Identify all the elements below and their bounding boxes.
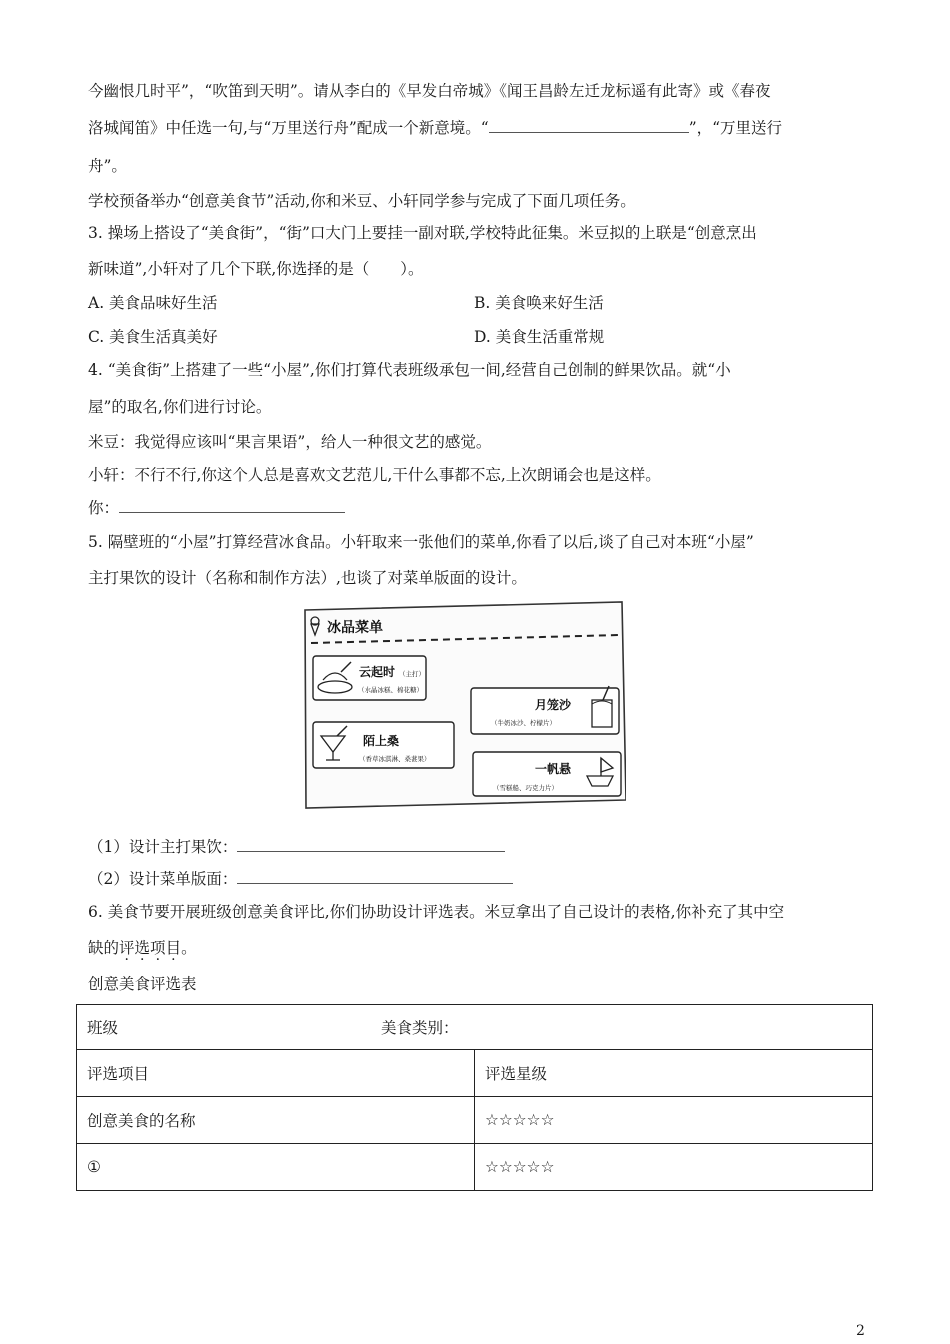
menu-item-name: 月笼沙 [535,698,572,712]
category-label: 美食类别： [380,1019,459,1037]
sub-question-2 [88,868,513,890]
sub-question-1 [88,836,505,858]
question-5-line-1: 5. 隔壁班的“小屋”打算经营冰食品。小轩取来一张他们的菜单,你看了以后,谈了自己对本班“小屋” [88,533,754,551]
emphasis-char: 目 [165,939,182,957]
you-line [88,497,345,519]
sub-question-1-label: （1）设计主打果饮： [88,838,238,856]
q6-text-post: 。 [181,939,197,957]
line-2-text-a: 洛城闻笛》中任选一句,与“万里送行舟”配成一个新意境。“ [88,119,489,137]
question-6-line-2 [88,937,197,959]
menu-item-desc: （雪糕船、巧克力片） [493,784,558,792]
intro-line: 学校预备举办“创意美食节”活动,你和米豆、小轩同学参与完成了下面几项任务。 [88,192,636,210]
emphasis-char: 选 [134,939,151,957]
you-answer-blank[interactable] [119,498,345,513]
line-2-text-b: ”，“万里送行 [688,119,783,137]
menu-title: 冰品菜单 [327,620,383,636]
line-1: 今幽恨几时平”，“吹笛到天明”。请从李白的《早发白帝城》《闻王昌龄左迁龙标遥有此寄》或《春夜 [88,82,771,100]
menu-item-yuelongsha [471,686,619,734]
line-2 [88,117,782,139]
option-c[interactable]: C. 美食生活真美好 [88,328,218,346]
emphasis-char: 项 [150,939,166,957]
table-row [77,1144,873,1191]
menu-item-yunqishi [313,656,426,700]
option-d[interactable]: D. 美食生活重常规 [474,328,605,346]
you-label: 你： [88,499,120,517]
drink-design-blank[interactable] [237,837,505,852]
poem-blank[interactable] [489,118,689,133]
menu-item-name: 云起时 [359,665,396,679]
question-5-line-2: 主打果饮的设计（名称和制作方法）,也谈了对菜单版面的设计。 [88,569,527,587]
column-header-item: 评选项目 [77,1050,475,1097]
evaluation-table [76,1004,873,1191]
menu-item-moshangsang [313,722,454,768]
option-a[interactable]: A. 美食品味好生活 [88,294,218,312]
menu-design-blank[interactable] [237,869,513,884]
emphasis-char: 评 [119,939,135,957]
menu-item-desc: （水晶冰糕、棉花糖） [358,686,423,694]
menu-item-tag: （主打） [399,670,425,678]
q6-text-pre: 缺的 [88,939,120,957]
table-row [77,1097,873,1144]
question-6-line-1: 6. 美食节要开展班级创意美食评比,你们协助设计评选表。米豆拿出了自己设计的表格,你补充了其中空 [88,903,785,921]
ice-menu-drawing [303,600,626,810]
sub-question-2-label: （2）设计菜单版面： [88,870,238,888]
question-4-line-2: 屋”的取名,你们进行讨论。 [88,398,272,416]
menu-item-desc: （香草冰淇淋、桑葚果） [359,755,431,763]
menu-item-name: 陌上桑 [363,734,400,748]
xiaoxuan-line: 小轩：不行不行,你这个人总是喜欢文艺范儿,干什么事都不忘,上次朗诵会也是这样。 [88,466,661,484]
menu-item-desc: （牛奶冰沙、柠檬片） [491,719,556,727]
class-label: 班级 [87,1019,119,1037]
star-rating[interactable]: ☆☆☆☆☆ [475,1097,873,1144]
page-number: 2 [856,1323,865,1339]
ice-menu-image [303,600,626,810]
option-b[interactable]: B. 美食唤来好生活 [474,294,604,312]
midou-line: 米豆：我觉得应该叫“果言果语”，给人一种很文艺的感觉。 [88,433,492,451]
table-row [77,1050,873,1097]
menu-item-name: 一帆悬 [535,762,572,776]
question-3-line-2: 新味道”,小轩对了几个下联,你选择的是（ ）。 [88,260,424,278]
star-rating[interactable]: ☆☆☆☆☆ [475,1144,873,1191]
menu-item-yifanxuan [473,752,621,796]
table-title: 创意美食评选表 [88,975,197,993]
table-header-row [77,1005,873,1050]
table-cell-item[interactable]: ① [77,1144,475,1191]
table-cell-item: 创意美食的名称 [77,1097,475,1144]
question-4-line-1: 4. “美食街”上搭建了一些“小屋”,你们打算代表班级承包一间,经营自己创制的鲜果饮品。就“小 [88,361,731,379]
column-header-stars: 评选星级 [475,1050,873,1097]
question-3-line-1: 3. 操场上搭设了“美食街”，“街”口大门上要挂一副对联,学校特此征集。米豆拟的上联是“创意烹出 [88,224,757,242]
line-3: 舟”。 [88,157,127,175]
class-category-cell [77,1005,873,1050]
